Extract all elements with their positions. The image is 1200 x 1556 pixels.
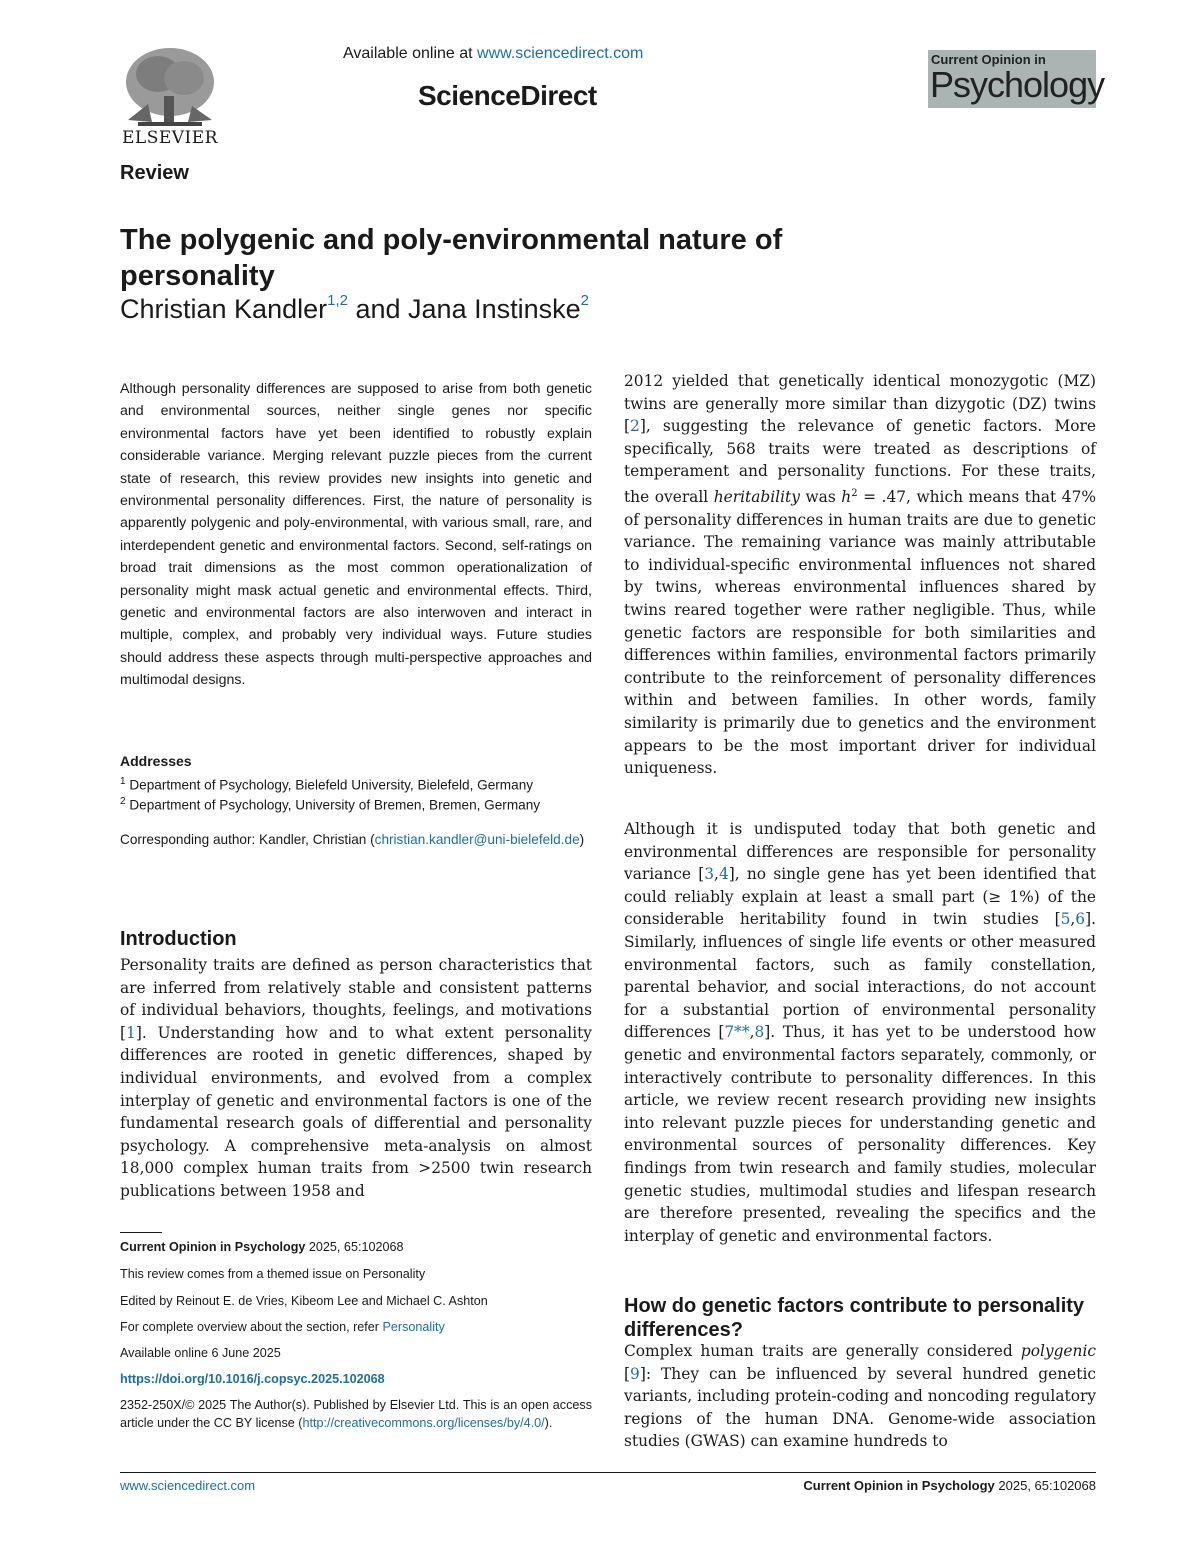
ref-9-link[interactable]: 9	[630, 1364, 640, 1383]
journal-badge-top: Current Opinion in	[931, 52, 1046, 67]
corresponding-author: Corresponding author: Kandler, Christian (christian.kandler@uni-bielefeld.de)	[120, 832, 585, 847]
right-paragraph-2: Although it is undisputed today that both genetic and environmental differences are responsible for personality variance [3,4], no single gene has yet been identified that could reliably explain at least a small part (≥ 1%) of the considerable heritability found in twin studies [5,6]. Similarly, influences of single life events or other measured environmental factors, such as family constellation, parental behavior, and social interactions, do not account for a substantial portion of environmental personality differences [7**,8]. Thus, it has yet to be understood how genetic and environmental factors separately, commonly, or interactively contribute to personality differences. In this article, we review recent research providing new insights into relevant puzzle pieces for understanding genetic and environmental sources of personality differences. Key findings from twin research and family studies, molecular genetic studies, multimodal studies and lifespan research are therefore presented, revealing the specifics and the interplay of genetic and environmental factors.	[624, 820, 1096, 1245]
author-2-affil[interactable]: 2	[580, 292, 589, 309]
meta-overview: For complete overview about the section, refer Personality	[120, 1320, 445, 1334]
authors: Christian Kandler$^{1,2}$ and Jana Instinske$^2$	[120, 292, 589, 324]
author-2: Jana Instinske	[408, 294, 581, 324]
abstract: Although personality differences are supposed to arise from both genetic and environmental sources, neither single genes nor specific environmental factors have yet been identified to robustly explain considerable variance. Merging relevant puzzle pieces from the current state of research, this review provides new insights into genetic and environmental personality differences. First, the nature of personality is apparently polygenic and poly-environmental, with various small, rare, and interdependent genetic and environmental factors. Second, self-ratings on broad trait dimensions as the most common operationalization of personality might mask actual genetic and environmental effects. Third, genetic and environmental factors are also interwoven and interact in multiple, complex, and probably very individual ways. Future studies should address these aspects through multi-perspective approaches and multimodal designs.	[120, 381, 592, 689]
meta-doi	[120, 1370, 592, 1388]
ref-1-link[interactable]: 1	[126, 1023, 136, 1042]
addresses-heading: Addresses	[120, 753, 192, 769]
ref-4-link[interactable]: 4	[718, 865, 729, 884]
ref-8-link[interactable]: 8	[754, 1023, 765, 1042]
right-paragraph-3: Complex human traits are generally considered polygenic [9]: They can be influenced by several hundred genetic variants, including protein-coding and noncoding regulatory regions of the human DNA. Genome-wide association studies (GWAS) can examine hundreds to	[624, 1342, 1097, 1451]
introduction-heading: Introduction	[120, 928, 237, 950]
meta-available-online: Available online 6 June 2025	[120, 1346, 281, 1360]
address-1: $^1$ Department of Psychology, Bielefeld University, Bielefeld, Germany	[120, 776, 534, 793]
ref-6-link[interactable]: 6	[1075, 910, 1086, 929]
ref-3-link[interactable]: 3	[704, 865, 715, 884]
address-2: $^2$ Department of Psychology, University of Bremen, Bremen, Germany	[120, 796, 541, 813]
meta-license: 2352-250X/© 2025 The Author(s). Published by Elsevier Ltd. This is an open access article under the CC BY license (http://creativecommons.org/licenses/by/4.0/).	[120, 1398, 592, 1430]
ref-7-link[interactable]: 7**	[724, 1023, 750, 1042]
sciencedirect-link[interactable]: www.sciencedirect.com	[477, 45, 644, 62]
meta-editors: Edited by Reinout E. de Vries, Kibeom Lee and Michael C. Ashton	[120, 1294, 488, 1308]
corresponding-email-link[interactable]: christian.kandler@uni-bielefeld.de	[374, 832, 580, 847]
doi-link[interactable]: https://doi.org/10.1016/j.copsyc.2025.102068	[120, 1372, 385, 1386]
author-1: Christian Kandler	[120, 294, 328, 324]
ref-2-link[interactable]: 2	[630, 417, 640, 436]
meta-journal: Current Opinion in Psychology 2025, 65:102068	[120, 1240, 404, 1254]
ref-5-link[interactable]: 5	[1060, 910, 1071, 929]
journal-badge	[928, 50, 1105, 108]
footer-citation: Current Opinion in Psychology 2025, 65:102068	[803, 1478, 1096, 1493]
meta-themed-issue: This review comes from a themed issue on Personality	[120, 1267, 426, 1281]
elsevier-logo	[118, 44, 222, 152]
available-online-line: Available online at www.sciencedirect.com	[343, 45, 644, 62]
article-type: Review	[120, 162, 189, 184]
license-link[interactable]: http://creativecommons.org/licenses/by/4.0/	[302, 1416, 545, 1430]
genetic-factors-heading: How do genetic factors contribute to personality differences?	[624, 1295, 1085, 1341]
author-1-affil[interactable]: 1,2	[327, 292, 348, 309]
introduction-paragraph: Personality traits are defined as person characteristics that are inferred from relatively stable and consistent patterns of individual behaviors, thoughts, feelings, and motivations [1]. Understanding how and to what extent personality differences are rooted in genetic differences, shaped by individual environments, and evolved from a complex interplay of genetic and environmental factors is one of the fundamental research goals of differential and personality psychology. A comprehensive meta-analysis on almost 18,000 complex human traits from >2500 twin research publications between 1958 and	[120, 956, 592, 1200]
sciencedirect-brand: ScienceDirect	[418, 80, 597, 111]
section-overview-link[interactable]: Personality	[382, 1320, 445, 1334]
meta-divider	[120, 1232, 162, 1233]
right-paragraph-1: 2012 yielded that genetically identical monozygotic (MZ) twins are generally more similar than dizygotic (DZ) twins [2], suggesting the relevance of genetic factors. More specifically, 568 traits were treated as descriptions of temperament and personality functions. For these traits, the overall heritability was $h^2 = .47$, which means that 47% of personality differences in human traits are due to genetic variance. The remaining variance was mainly attributable to individual-specific environmental influences not shared by twins, whereas environmental influences shared by twins reared together were rather negligible. Thus, while genetic factors are responsible for both similarities and differences within families, environmental factors primarily contribute to the reinforcement of personality differences within and between families. In other words, family similarity is primarily due to genetics and the environment appears to be the most important driver for individual uniqueness.	[624, 372, 1096, 778]
article-title: The polygenic and poly-environmental nature of personality	[120, 224, 783, 292]
footer-sciencedirect-link[interactable]: www.sciencedirect.com	[120, 1478, 256, 1493]
elsevier-wordmark: ELSEVIER	[122, 128, 218, 148]
footer-rule	[120, 1472, 1096, 1473]
journal-badge-title: Psychology	[930, 64, 1105, 105]
